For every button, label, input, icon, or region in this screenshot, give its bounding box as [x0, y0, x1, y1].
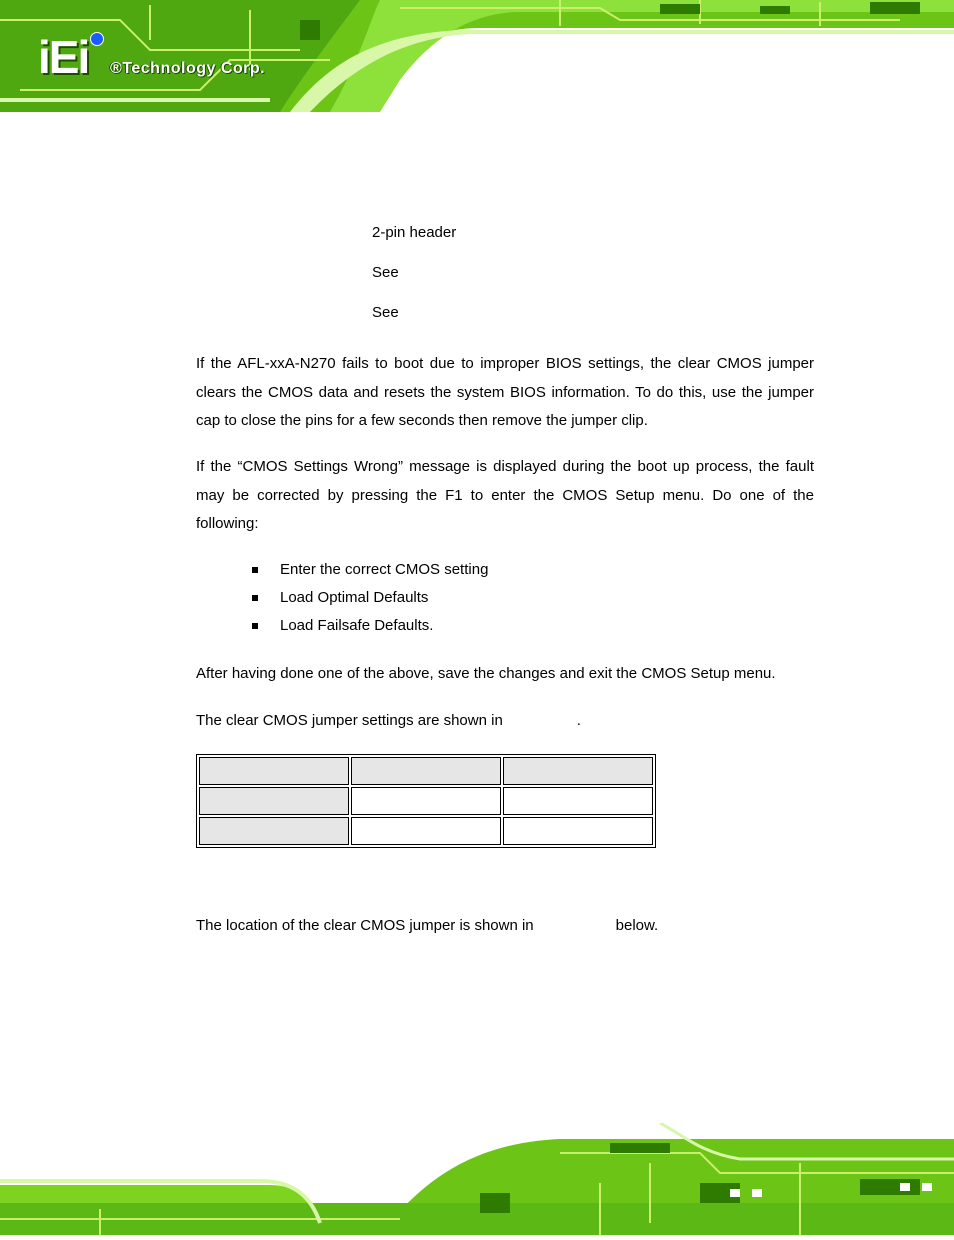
paragraph-boot-failure: If the AFL-xxA-N270 fails to boot due to improper BIOS settings, the clear CMOS jumper clears the CMOS data and resets the system BIOS information. To do this, use the jumper cap to close the pins for a few seconds then remove the jumper clip. [196, 355, 814, 429]
table-header-cell [199, 757, 349, 785]
list-item: Load Failsafe Defaults. [252, 616, 488, 644]
options-list [252, 560, 488, 644]
paragraph-location-ref [196, 916, 814, 936]
iei-logo-letters: iEi [38, 31, 89, 83]
logo-dot-icon [90, 32, 104, 46]
location-ref-text: The location of the clear CMOS jumper is shown in [196, 917, 534, 934]
page-header-banner [0, 0, 954, 112]
table-header-cell [503, 757, 653, 785]
paragraph-cmos-wrong: If the “CMOS Settings Wrong” message is displayed during the boot up process, the fault may be corrected by pressing the F1 to enter the CMOS Setup menu. Do one of the following: [196, 458, 814, 532]
table-cell [503, 787, 653, 815]
table-cell [351, 817, 501, 845]
table-label-cell [199, 787, 349, 815]
circuit-board-banner [0, 0, 954, 112]
page-footer-banner [0, 1123, 954, 1235]
table-cell [503, 817, 653, 845]
paragraph-save-exit: After having done one of the above, save the changes and exit the CMOS Setup menu. [196, 665, 776, 682]
table-row [199, 787, 653, 815]
list-item: Load Optimal Defaults [252, 588, 488, 616]
list-item: Enter the correct CMOS setting [252, 560, 488, 588]
jumper-settings-value: See [372, 264, 399, 281]
table-header-cell [351, 757, 501, 785]
brand-name: ®Technology Corp. [110, 60, 266, 77]
circuit-board-footer [0, 1123, 954, 1235]
settings-ref-period: . [576, 712, 581, 729]
table-cell [351, 787, 501, 815]
jumper-location-value: See [372, 304, 399, 321]
table-label-cell [199, 817, 349, 845]
table-row [199, 817, 653, 845]
table-row [199, 757, 653, 785]
jumper-settings-table [196, 754, 656, 848]
jumper-type-value: 2-pin header [372, 224, 457, 241]
location-ref-end: below. [615, 917, 659, 934]
paragraph-settings-ref [196, 711, 814, 731]
settings-ref-text: The clear CMOS jumper settings are shown in [196, 712, 503, 729]
